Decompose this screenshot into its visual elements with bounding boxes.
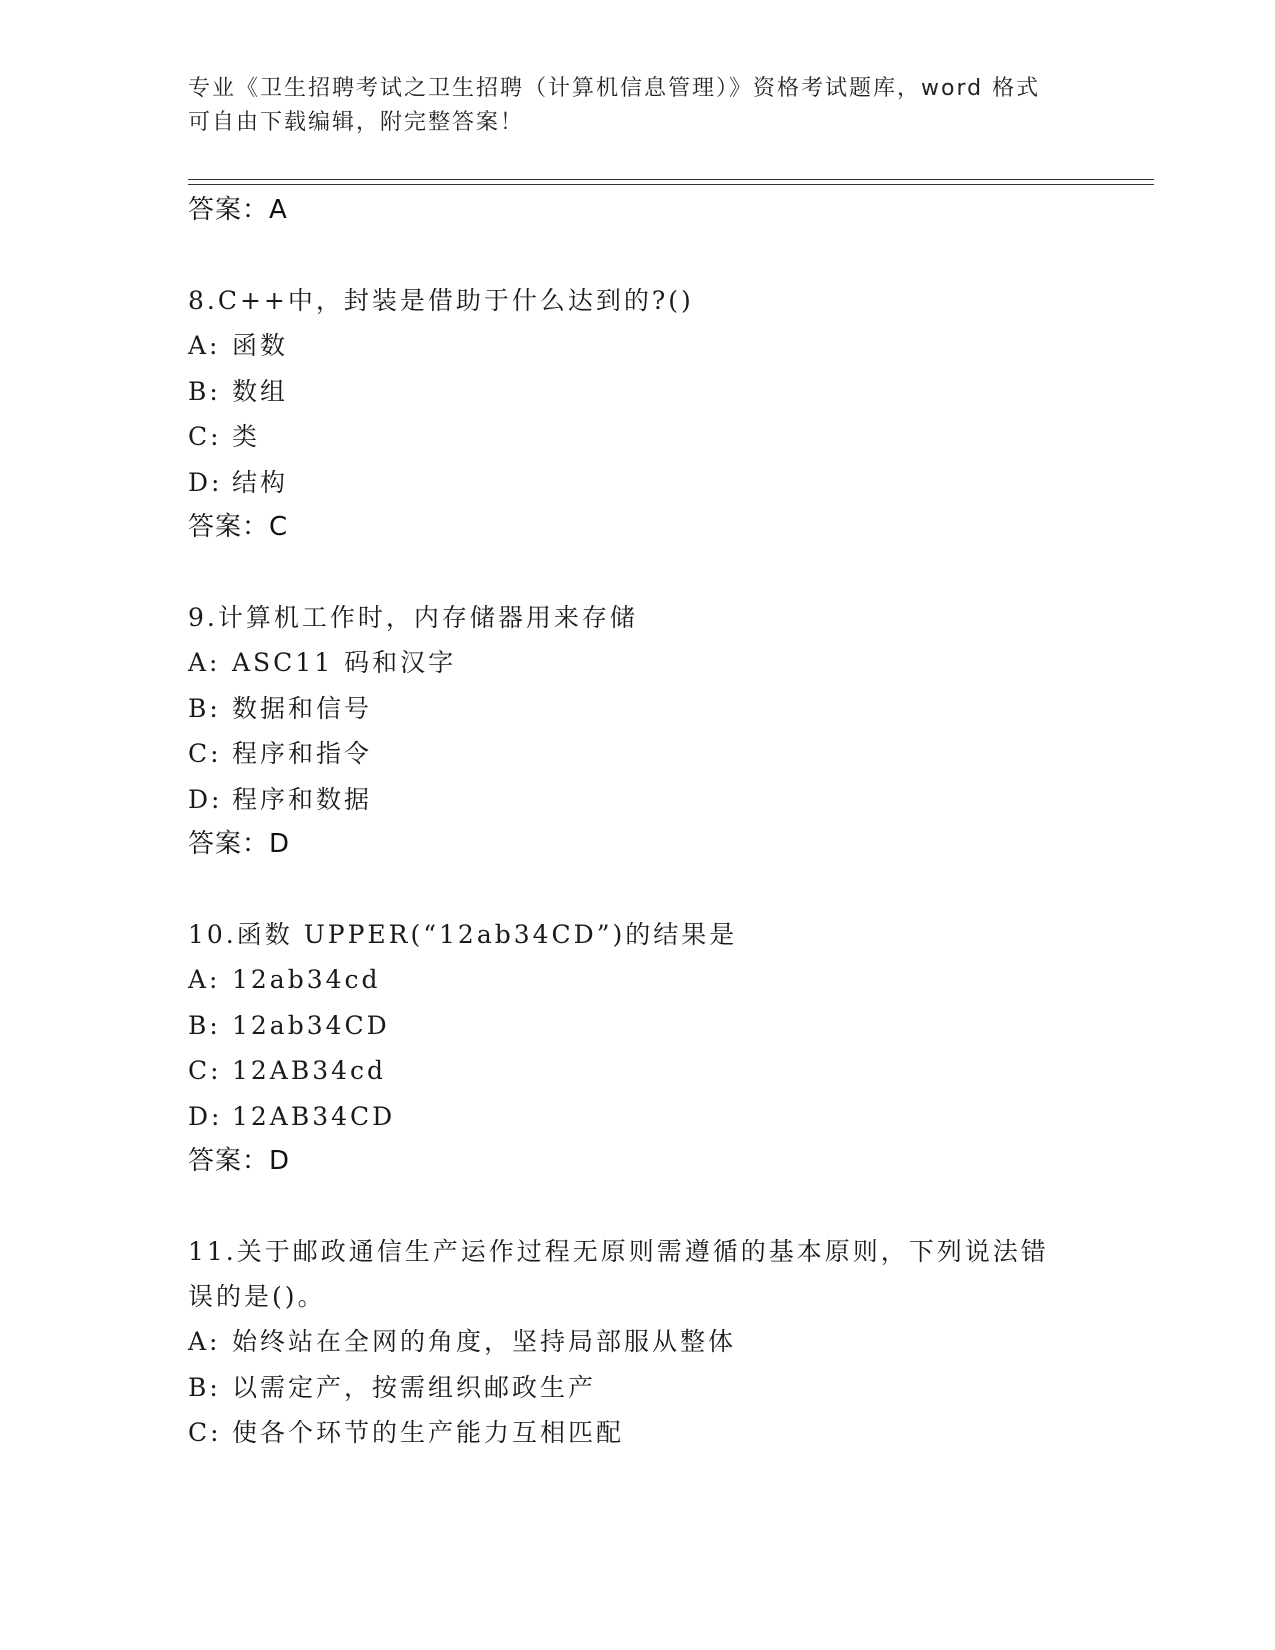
option-d — [188, 460, 1088, 506]
option-letter: A: — [188, 331, 221, 360]
option-b — [188, 369, 1088, 415]
option-d — [188, 1094, 1088, 1140]
option-text: 函数 — [232, 331, 289, 360]
question-text-line-1: 11.关于邮政通信生产运作过程无原则需遵循的基本原则，下列说法错 — [188, 1237, 1049, 1266]
option-letter: B: — [188, 376, 221, 406]
option-letter: C: — [188, 1418, 222, 1447]
option-letter: D: — [188, 784, 223, 814]
option-b — [188, 1003, 1088, 1049]
option-a — [188, 957, 1088, 1003]
answer-line: 答案：D — [188, 829, 291, 859]
option-text: 12AB34cd — [232, 1056, 387, 1085]
page-header — [188, 72, 1088, 140]
question-text-line-2: 误的是()。 — [188, 1282, 326, 1311]
question-10 — [188, 912, 1088, 1183]
option-text: 12ab34CD — [232, 1010, 390, 1040]
answer-line: 答案：C — [188, 512, 289, 542]
question-text: 9.计算机工作时，内存储器用来存储 — [188, 603, 638, 632]
header-line-2: 可自由下载编辑，附完整答案！ — [188, 110, 525, 135]
option-c — [188, 731, 1088, 777]
option-text: 类 — [232, 422, 261, 451]
option-a — [188, 1319, 1088, 1365]
option-a — [188, 323, 1088, 369]
option-text: 以需定产，按需组织邮政生产 — [232, 1372, 597, 1402]
option-letter: B: — [188, 1372, 221, 1402]
option-text: 12AB34CD — [232, 1101, 396, 1131]
option-text: 数组 — [232, 376, 289, 406]
option-text: 始终站在全网的角度，坚持局部服从整体 — [232, 1327, 737, 1356]
answer-line: 答案：D — [188, 1146, 291, 1176]
option-letter: B: — [188, 1010, 221, 1040]
option-letter: A: — [188, 648, 221, 677]
option-d — [188, 777, 1088, 823]
question-8 — [188, 278, 1088, 549]
header-divider — [188, 179, 1154, 180]
option-letter: B: — [188, 693, 221, 723]
option-text: ASC11 码和汉字 — [232, 648, 457, 677]
question-9 — [188, 595, 1088, 866]
option-c — [188, 1410, 1088, 1456]
option-c — [188, 1048, 1088, 1094]
option-text: 使各个环节的生产能力互相匹配 — [232, 1418, 625, 1447]
question-text: 8.C++中，封装是借助于什么达到的?() — [188, 286, 694, 315]
option-b — [188, 686, 1088, 732]
question-list — [188, 188, 1088, 1456]
option-letter: C: — [188, 1056, 222, 1085]
option-letter: D: — [188, 467, 223, 497]
header-divider-secondary — [188, 184, 1154, 185]
option-letter: C: — [188, 739, 222, 768]
option-text: 程序和指令 — [232, 739, 373, 768]
option-letter: A: — [188, 965, 221, 994]
answer-line: 答案：A — [188, 195, 288, 225]
option-letter: C: — [188, 422, 222, 451]
option-b — [188, 1365, 1088, 1411]
option-letter: A: — [188, 1327, 221, 1356]
question-text: 10.函数 UPPER(“12ab34CD”)的结果是 — [188, 920, 738, 949]
option-text: 程序和数据 — [232, 784, 373, 814]
question-11 — [188, 1229, 1088, 1456]
header-line-1: 专业《卫生招聘考试之卫生招聘（计算机信息管理）》资格考试题库，word 格式 — [188, 76, 1041, 101]
option-a — [188, 640, 1088, 686]
option-text: 数据和信号 — [232, 693, 373, 723]
option-letter: D: — [188, 1101, 223, 1131]
option-text: 12ab34cd — [232, 965, 381, 994]
option-text: 结构 — [232, 467, 289, 497]
option-c — [188, 414, 1088, 460]
